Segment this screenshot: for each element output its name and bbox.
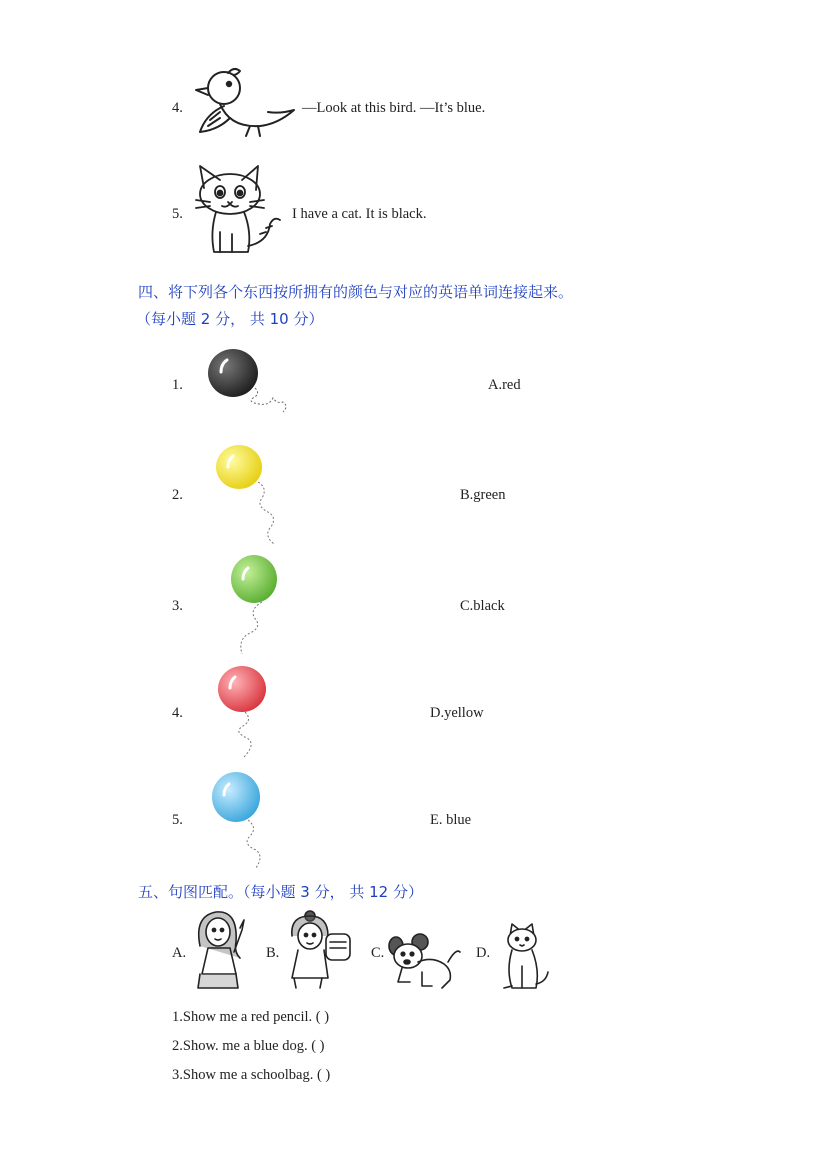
item-number: 4.	[172, 705, 183, 721]
dog-icon	[388, 932, 462, 992]
sentence: —Look at this bird. —It’s blue.	[302, 100, 486, 116]
balloon-icon	[210, 770, 270, 870]
balloon-icon	[205, 348, 305, 418]
balloon-black	[205, 348, 305, 418]
cat-icon	[500, 922, 550, 992]
section-title: 四、将下列各个东西按所拥有的颜色与对应的英语单词连接起来。	[138, 283, 574, 301]
girl-with-schoolbag-icon	[284, 908, 356, 990]
section-score: （每小题 2 分， 共 10 分）	[136, 310, 324, 328]
bird-picture	[190, 66, 298, 146]
item-number: 3.	[172, 598, 183, 614]
item-number: 5.	[172, 812, 183, 828]
section-title: 五、句图匹配。（每小题 3 分， 共 12 分）	[138, 883, 423, 901]
balloon-icon	[228, 554, 288, 658]
cat-icon	[190, 162, 282, 262]
option-label: D.yellow	[430, 705, 484, 721]
picture-letter: D.	[476, 945, 491, 961]
balloon-red	[215, 665, 275, 759]
question: 3.Show me a schoolbag. ( )	[172, 1067, 331, 1083]
item-number: 4.	[172, 100, 183, 116]
cat-picture	[500, 922, 550, 992]
picture-letter: C.	[371, 945, 385, 961]
option-label: A.red	[488, 377, 521, 393]
sentence: I have a cat. It is black.	[292, 206, 427, 222]
option-label: E. blue	[430, 812, 472, 828]
balloon-blue	[210, 770, 270, 870]
girl-pencil-picture	[190, 906, 254, 990]
item-number: 2.	[172, 487, 183, 503]
dog-picture	[388, 932, 462, 992]
item-number: 5.	[172, 206, 183, 222]
girl-with-pencil-icon	[190, 906, 254, 990]
option-label: C.black	[460, 598, 505, 614]
bird-icon	[190, 66, 298, 146]
balloon-icon	[214, 444, 294, 548]
picture-letter: B.	[266, 945, 280, 961]
option-label: B.green	[460, 487, 506, 503]
picture-letter: A.	[172, 945, 187, 961]
balloon-icon	[215, 665, 275, 759]
girl-schoolbag-picture	[284, 908, 356, 990]
balloon-yellow	[214, 444, 294, 548]
item-number: 1.	[172, 377, 183, 393]
question: 1.Show me a red pencil. ( )	[172, 1009, 330, 1025]
balloon-green	[228, 554, 288, 658]
question: 2.Show. me a blue dog. ( )	[172, 1038, 325, 1054]
cat-picture	[190, 162, 282, 262]
